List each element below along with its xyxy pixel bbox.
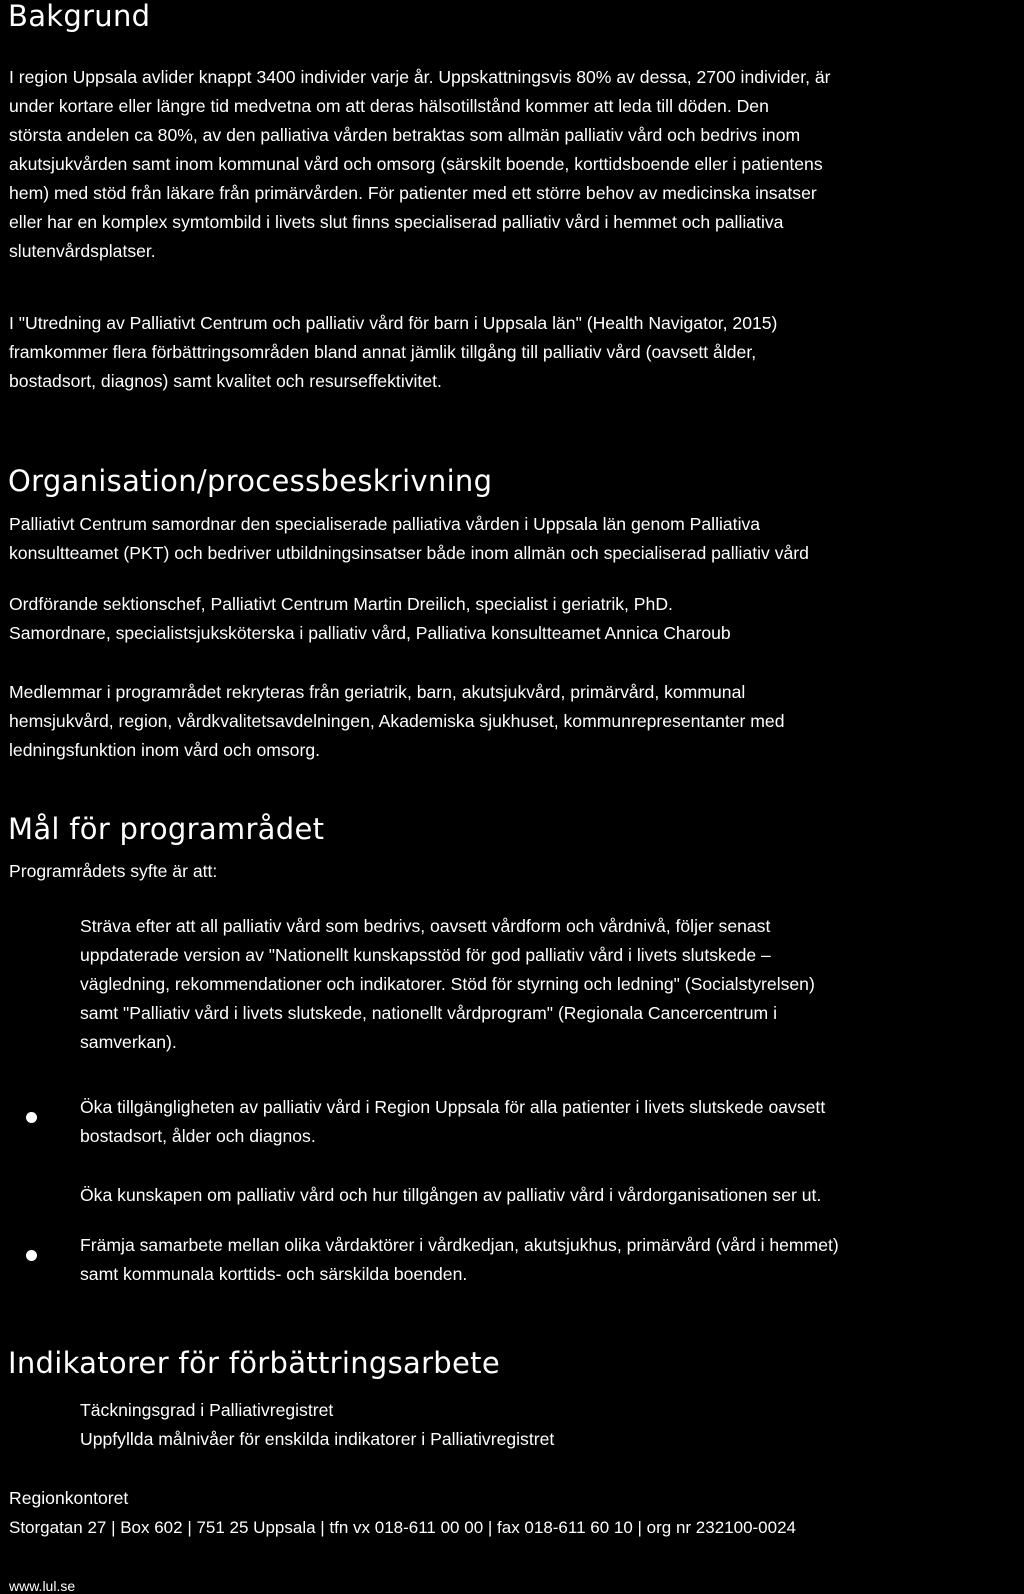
mal-item-4 <box>80 1231 839 1289</box>
text-line: akutsjukvården samt inom kommunal vård och omsorg (särskilt boende, korttidsboende eller i patientens <box>9 154 823 174</box>
organisation-paragraph-1 <box>9 510 809 568</box>
text-line: eller har en komplex symtombild i livets slut finns specialiserad palliativ vård i hemmet och palliativa <box>9 212 784 232</box>
text-line: under kortare eller längre tid medvetna om att deras hälsotillstånd kommer att leda till döden. Den <box>9 96 769 116</box>
list-item: Täckningsgrad i Palliativregistret <box>80 1400 334 1420</box>
text-line: Ordförande sektionschef, Palliativt Centrum Martin Dreilich, specialist i geriatrik, PhD. <box>9 594 673 614</box>
text-line: största andelen ca 80%, av den palliativa vården betraktas som allmän palliativ vård och bedrivs inom <box>9 125 801 145</box>
text-line: bostadsort, diagnos) samt kvalitet och resurseffektivitet. <box>9 371 442 391</box>
text-line: ledningsfunktion inom vård och omsorg. <box>9 740 320 760</box>
bakgrund-paragraph-1 <box>9 63 831 266</box>
list-item: Uppfyllda målnivåer för enskilda indikatorer i Palliativregistret <box>80 1429 555 1449</box>
organisation-paragraph-2 <box>9 590 731 648</box>
text-line: Öka tillgängligheten av palliativ vård i Region Uppsala för alla patienter i livets slutskede oavsett <box>80 1097 826 1117</box>
organisation-paragraph-3 <box>9 678 785 765</box>
heading-indikatorer: Indikatorer för förbättringsarbete <box>8 1346 500 1380</box>
mal-item-2 <box>80 1093 825 1151</box>
text-line: hemsjukvård, region, vårdkvalitetsavdelningen, Akademiska sjukhuset, kommunrepresentanter med <box>9 711 785 731</box>
bullet-icon <box>26 1112 37 1123</box>
text-line: vägledning, rekommendationer och indikatorer. Stöd för styrning och ledning" (Socialstyrelsen) <box>80 974 815 994</box>
text-line: uppdaterade version av "Nationellt kunskapsstöd för god palliativ vård i livets slutskede – <box>80 945 771 965</box>
mal-intro <box>9 857 217 886</box>
heading-bakgrund: Bakgrund <box>8 0 151 33</box>
text-line: konsultteamet (PKT) och bedriver utbildningsinsatser både inom allmän och specialiserad palliativ vård <box>9 543 809 563</box>
text-line: Sträva efter att all palliativ vård som bedrivs, oavsett vårdform och vårdnivå, följer senast <box>80 916 771 936</box>
footer-address: Storgatan 27 | Box 602 | 751 25 Uppsala | tfn vx 018-611 00 00 | fax 018-611 60 10 | org nr 232100-0024 <box>9 1518 797 1537</box>
heading-organisation: Organisation/processbeskrivning <box>8 464 493 498</box>
text-line: slutenvårdsplatser. <box>9 241 156 261</box>
heading-mal: Mål för programrådet <box>8 812 325 846</box>
text-line: samverkan). <box>80 1032 177 1052</box>
indikatorer-list <box>80 1396 554 1454</box>
footer-web-link[interactable]: www.lul.se <box>9 1578 76 1594</box>
bakgrund-paragraph-2 <box>9 309 777 396</box>
text-line: Medlemmar i programrådet rekryteras från geriatrik, barn, akutsjukvård, primärvård, kommunal <box>9 682 746 702</box>
text-line: hem) med stöd från läkare från primärvården. För patienter med ett större behov av medicinska insatser <box>9 183 817 203</box>
text-line: samt "Palliativ vård i livets slutskede, nationellt vårdprogram" (Regionala Cancercentrum i <box>80 1003 777 1023</box>
text-line: framkommer flera förbättringsområden bland annat jämlik tillgång till palliativ vård (oavsett ålder, <box>9 342 757 362</box>
mal-item-3 <box>80 1181 821 1210</box>
text-line: I region Uppsala avlider knappt 3400 individer varje år. Uppskattningsvis 80% av dessa, 2700 individer, är <box>9 67 831 87</box>
text-line: Främja samarbete mellan olika vårdaktörer i vårdkedjan, akutsjukhus, primärvård (vård i hemmet) <box>80 1235 839 1255</box>
footer <box>9 1484 796 1542</box>
text-line: I "Utredning av Palliativt Centrum och palliativ vård för barn i Uppsala län" (Health Navigator, 2015) <box>9 313 778 333</box>
text-line: Öka kunskapen om palliativ vård och hur tillgången av palliativ vård i vårdorganisationen ser ut. <box>80 1185 822 1205</box>
text-line: samt kommunala korttids- och särskilda boenden. <box>80 1264 468 1284</box>
text-line: Palliativt Centrum samordnar den specialiserade palliativa vården i Uppsala län genom Palliativa <box>9 514 761 534</box>
mal-item-1 <box>80 912 815 1057</box>
footer-org: Regionkontoret <box>9 1488 129 1508</box>
text-line: Programrådets syfte är att: <box>9 861 218 881</box>
bullet-icon <box>26 1250 37 1261</box>
text-line: Samordnare, specialistsjuksköterska i palliativ vård, Palliativa konsultteamet Annica Charoub <box>9 623 731 643</box>
text-line: bostadsort, ålder och diagnos. <box>80 1126 316 1146</box>
